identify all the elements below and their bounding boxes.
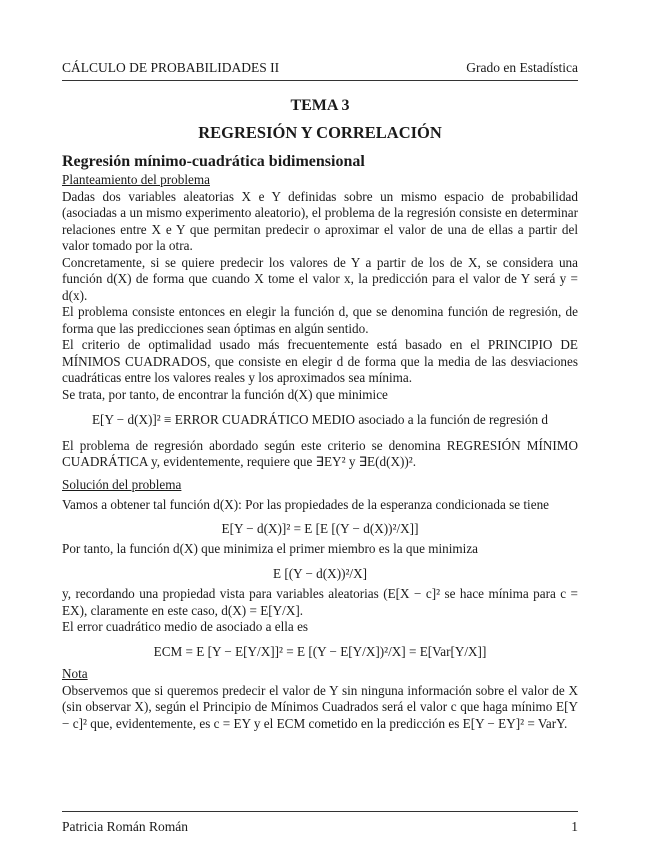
planteamiento-paragraph-4: El criterio de optimalidad usado más frecuentemente está basado en el PRINCIPIO DE MÍNIMOS CUADRADOS, que consiste en elegir d de forma que la media de las desviaciones cuadráticas entre los valores reales y los aproximados sea mínima. bbox=[62, 337, 578, 385]
planteamiento-paragraph-1: Dadas dos variables aleatorias X e Y definidas sobre un mismo espacio de probabilidad (asociadas a un mismo experimento aleatorio), el problema de la regresión consiste en determinar relaciones entre X e Y que permitan predecir o aproximar el valor de una de ellas a partir del valor tomado por la otra. bbox=[62, 188, 578, 253]
planteamiento-paragraph-2: Concretamente, si se quiere predecir los valores de Y a partir de los de X, se considera una función d(X) de forma que cuando X tome el valor x, la predicción para el valor de Y será y = d(x). bbox=[62, 254, 578, 303]
footer-rule bbox=[62, 811, 578, 812]
nota-paragraph: Observemos que si queremos predecir el valor de Y sin ninguna información sobre el valor de X (sin observar X), según el Principio de Mínimos Cuadrados será el valor c que haga mínimo E[Y − c]² que, evidentemente, es c = EY y el ECM cometido en la predicción es E[Y − EY]² = VarY. bbox=[62, 682, 578, 731]
planteamiento-paragraph-5: Se trata, por tanto, de encontrar la función d(X) que minimice bbox=[62, 386, 388, 402]
solucion-paragraph-4: El error cuadrático medio de asociado a ella es bbox=[62, 619, 309, 634]
header-rule bbox=[62, 80, 578, 81]
solucion-paragraph-1: Vamos a obtener tal función d(X): Por las propiedades de la esperanza condicionada se tiene bbox=[62, 497, 550, 512]
solucion-heading: Solución del problema bbox=[62, 476, 182, 492]
planteamiento-paragraph-6: El problema de regresión abordado según este criterio se denomina REGRESIÓN MÍNIMO CUADRÁTICA y, evidentemente, requiere que ∃EY² y ∃E(d(X))². bbox=[62, 437, 578, 469]
main-content bbox=[62, 96, 578, 732]
equation-conditional-expectation: E[Y − d(X)]² = E [E [(Y − d(X))²/X]] bbox=[221, 520, 419, 536]
equation-ecm-value: ECM = E [Y − E[Y/X]]² = E [(Y − E[Y/X])²/X] = E[Var[Y/X]] bbox=[153, 643, 487, 659]
footer-author: Patricia Román Román bbox=[62, 819, 188, 834]
header-degree: Grado en Estadística bbox=[466, 60, 578, 75]
page-footer bbox=[62, 819, 578, 835]
planteamiento-heading: Planteamiento del problema bbox=[62, 172, 210, 187]
topic-title: TEMA 3 bbox=[290, 97, 350, 114]
planteamiento-paragraph-3: El problema consiste entonces en elegir la función d, que se denomina función de regresión, de forma que las predicciones sean óptimas en algún sentido. bbox=[62, 304, 578, 336]
solucion-paragraph-3: y, recordando una propiedad vista para variables aleatorias (E[X − c]² se hace mínima para c = EX), claramente en este caso, d(X) = E[Y/X]. bbox=[62, 586, 578, 618]
equation-conditional-minimize: E [(Y − d(X))²/X] bbox=[272, 565, 368, 581]
nota-heading: Nota bbox=[62, 666, 88, 681]
header-course: CÁLCULO DE PROBABILIDADES II bbox=[62, 60, 280, 75]
page-number: 1 bbox=[571, 819, 578, 834]
equation-ecm-definition: E[Y − d(X)]² ≡ ERROR CUADRÁTICO MEDIO asociado a la función de regresión d bbox=[92, 412, 548, 427]
page-header bbox=[62, 60, 578, 76]
section-title: Regresión mínimo-cuadrática bidimensional bbox=[62, 153, 365, 170]
subject-title: REGRESIÓN Y CORRELACIÓN bbox=[198, 123, 442, 142]
solucion-paragraph-2: Por tanto, la función d(X) que minimiza el primer miembro es la que minimiza bbox=[62, 541, 479, 556]
